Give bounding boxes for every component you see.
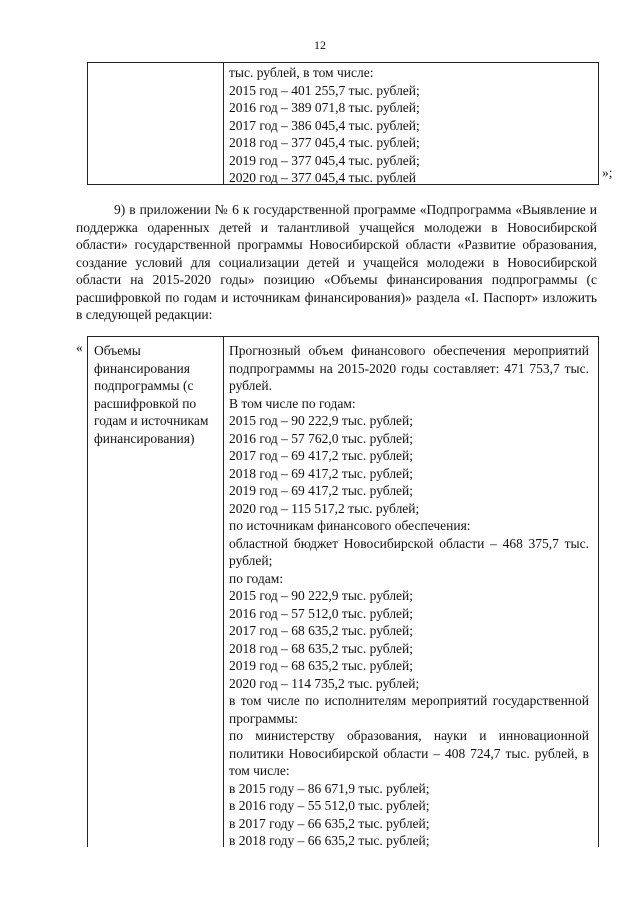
right-line: областной бюджет Новосибирской области – 468 375,7 тыс. рублей;	[229, 535, 589, 568]
top-table-right-cell	[229, 64, 420, 187]
right-line: в 2015 году – 86 671,9 тыс. рублей;	[229, 780, 430, 796]
top-table-fragment	[87, 62, 599, 185]
top-line: 2017 год – 386 045,4 тыс. рублей;	[229, 117, 420, 133]
right-line: 2017 год – 68 635,2 тыс. рублей;	[229, 623, 414, 638]
right-line: по годам:	[229, 570, 284, 586]
right-line: в 2017 году – 66 635,2 тыс. рублей;	[229, 815, 430, 831]
right-line: 2020 год – 114 735,2 тыс. рублей;	[229, 675, 420, 691]
top-line: 2016 год – 389 071,8 тыс. рублей;	[229, 100, 420, 115]
top-line: 2015 год – 401 255,7 тыс. рублей;	[229, 82, 420, 98]
right-line: 2019 год – 69 417,2 тыс. рублей;	[229, 483, 414, 498]
top-line: 2020 год – 377 045,4 тыс. рублей	[229, 170, 417, 185]
right-line: в 2018 году – 66 635,2 тыс. рублей;	[229, 833, 430, 848]
right-line: 2018 год – 68 635,2 тыс. рублей;	[229, 640, 414, 656]
right-line: 2015 год – 90 222,9 тыс. рублей;	[229, 413, 414, 428]
left-cell-text: Объемы финансирования подпрограммы (с расшифровкой по годам и источникам финансирования)	[94, 343, 209, 446]
right-line: в том числе по исполнителям мероприятий государственной программы:	[229, 693, 589, 726]
right-line: 2020 год – 115 517,2 тыс. рублей;	[229, 500, 420, 516]
passport-table	[87, 336, 599, 847]
right-line: в 2016 году – 55 512,0 тыс. рублей;	[229, 798, 430, 813]
top-line: 2018 год – 377 045,4 тыс. рублей;	[229, 135, 420, 150]
page-number: 12	[314, 38, 326, 52]
right-line: 2016 год – 57 762,0 тыс. рублей;	[229, 430, 414, 446]
passport-left-cell	[88, 337, 224, 847]
paragraph-text: 9) в приложении № 6 к государственной программе «Подпрограмма «Выявление и поддержка одаренных детей и талантливой учащейся молодежи в Новосибирской области» государственной программы Новосибирской области «Развитие образования, создание условий для социализации детей и учащейся молодежи в Новосибирской области на 2015-2020 годы» позицию «Объемы финансирования подпрограммы (с расшифровкой по годам и источникам финансирования)» раздела «I. Паспорт» изложить в следующей редакции:	[76, 202, 597, 322]
top-line: тыс. рублей, в том числе:	[229, 65, 374, 80]
top-line: 2019 год – 377 045,4 тыс. рублей;	[229, 152, 420, 168]
opening-quote: «	[76, 340, 83, 355]
right-line: 2018 год – 69 417,2 тыс. рублей;	[229, 465, 414, 481]
right-line: Прогнозный объем финансового обеспечения мероприятий подпрограммы на 2015-2020 годы составляет: 471 753,7 тыс. рублей.	[229, 343, 589, 393]
closing-quote: »;	[602, 165, 613, 180]
top-table-left-cell	[88, 63, 224, 184]
right-line: 2019 год – 68 635,2 тыс. рублей;	[229, 658, 414, 673]
right-line: 2015 год – 90 222,9 тыс. рублей;	[229, 588, 414, 603]
amendment-paragraph	[76, 201, 597, 324]
right-line: 2016 год – 57 512,0 тыс. рублей;	[229, 605, 414, 621]
passport-right-cell	[229, 342, 589, 850]
right-line: по министерству образования, науки и инновационной политики Новосибирской области – 408 724,7 тыс. рублей, в том числе:	[229, 728, 589, 778]
right-line: 2017 год – 69 417,2 тыс. рублей;	[229, 448, 414, 463]
right-line: по источникам финансового обеспечения:	[229, 518, 471, 533]
right-line: В том числе по годам:	[229, 395, 356, 411]
